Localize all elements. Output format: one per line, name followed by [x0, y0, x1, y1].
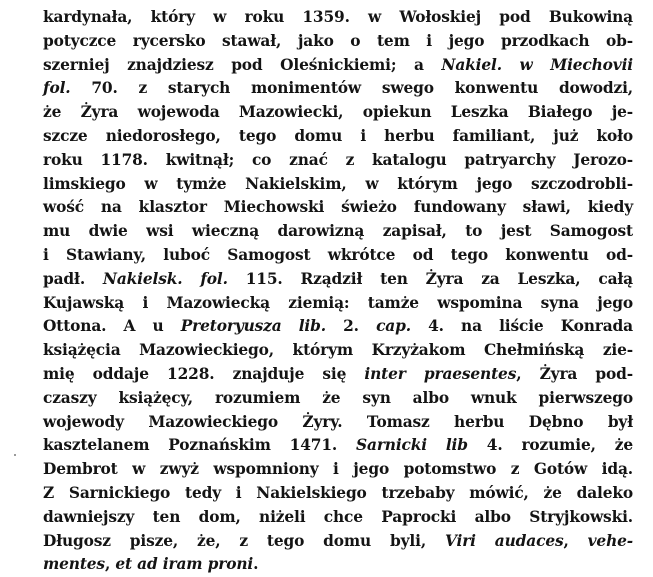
italic-text-segment: Pretoryusza lib.: [180, 317, 326, 336]
text-line: [43, 196, 633, 220]
text-segment: i Stawiany, luboć Samogost wkrótce od tego konwentu od-: [43, 245, 633, 264]
text-segment: 115. Rządził ten Żyra za Leszka, całą: [227, 269, 633, 288]
text-line: [43, 54, 633, 78]
text-segment: , Żyra pod-: [516, 364, 633, 383]
text-line: [43, 339, 633, 363]
italic-text-segment: Viri audaces: [444, 531, 564, 550]
text-segment: ,: [104, 555, 116, 574]
text-segment: padł.: [43, 269, 103, 288]
text-segment: 4. na liście Konrada: [410, 317, 633, 336]
italic-text-segment: Sarnicki lib: [356, 436, 468, 455]
italic-text-segment: vehe-: [587, 531, 633, 550]
body-text: [43, 6, 633, 577]
text-line: [43, 315, 633, 339]
text-line: [43, 77, 633, 101]
text-segment: czaszy książęcy, rozumiem że syn albo wnuk pierwszego: [43, 388, 633, 407]
text-segment: kardynała, który w roku 1359. w Wołoskiej pod Bukowiną: [43, 8, 633, 26]
text-line: [43, 149, 633, 173]
text-segment: szerniej znajdziesz pod Oleśnickiemi; a: [43, 55, 442, 74]
text-segment: Z Sarnickiego tedy i Nakielskiego trzebaby mówić, że daleko: [43, 483, 633, 502]
text-segment: Ottona. A u: [43, 317, 181, 336]
text-line: [43, 411, 633, 435]
text-line: [43, 458, 633, 482]
text-line: [43, 530, 633, 554]
text-segment: .: [253, 555, 259, 574]
text-line: [43, 244, 633, 268]
text-segment: że Żyra wojewoda Mazowiecki, opiekun Leszka Białego je-: [43, 103, 633, 122]
text-line: [43, 268, 633, 292]
text-line: [43, 220, 633, 244]
text-segment: limskiego w tymże Nakielskim, w którym jego szczodrobli-: [43, 174, 633, 193]
text-segment: potyczce rycersko stawał, jako o tem i jego przodkach ob-: [43, 31, 633, 50]
italic-text-segment: inter praesentes: [364, 364, 517, 383]
text-segment: książęcia Mazowieckiego, którym Krzyżakom Chełmińską zie-: [43, 341, 633, 360]
text-segment: 2.: [325, 317, 377, 336]
text-line: [43, 292, 633, 316]
text-line: [43, 387, 633, 411]
italic-text-segment: Nakiel. w Miechovii: [441, 55, 633, 74]
italic-text-segment: mentes: [43, 555, 105, 574]
text-line: [43, 125, 633, 149]
text-segment: roku 1178. kwitnął; co znać z katalogu patryarchy Jerozo-: [43, 150, 633, 169]
text-segment: Dembrot w zwyż wspomniony i jego potomstwo z Gotów idą.: [43, 460, 633, 479]
italic-text-segment: Nakielsk. fol.: [102, 269, 228, 288]
italic-text-segment: cap.: [376, 317, 411, 336]
text-segment: kasztelanem Poznańskim 1471.: [43, 436, 357, 455]
text-line: [43, 30, 633, 54]
text-segment: 4. rozumie, że: [467, 436, 633, 455]
text-line: [43, 101, 633, 125]
text-segment: mię oddaje 1228. znajduje się: [43, 364, 365, 383]
text-segment: ,: [563, 531, 588, 550]
text-line: [43, 434, 633, 458]
text-segment: 70. z starych monimentów swego konwentu dowodzi,: [70, 79, 633, 98]
italic-text-segment: et ad iram proni: [115, 555, 254, 574]
italic-text-segment: fol.: [43, 79, 71, 98]
text-segment: szcze niedorosłego, tego domu i herbu familiant, już koło: [43, 126, 633, 145]
text-line: [43, 6, 633, 30]
text-segment: Długosz pisze, że, z tego domu byli,: [43, 531, 445, 550]
text-line: [43, 173, 633, 197]
text-segment: mu dwie wsi wieczną darowizną zapisał, to jest Samogost: [43, 222, 633, 241]
text-line: [43, 363, 633, 387]
text-segment: Kujawską i Mazowiecką ziemią: tamże wspomina syna jego: [43, 293, 633, 312]
text-segment: dawniejszy ten dom, niżeli chce Paprocki albo Stryjkowski.: [43, 507, 633, 526]
text-line: [43, 506, 633, 530]
text-segment: wojewody Mazowieckiego Żyry. Tomasz herbu Dębno był: [43, 412, 633, 431]
text-line: [43, 482, 633, 506]
text-line: [43, 553, 633, 577]
text-segment: wość na klasztor Miechowski świeżo fundowany sławi, kiedy: [43, 198, 633, 217]
scan-speck: [14, 454, 16, 456]
